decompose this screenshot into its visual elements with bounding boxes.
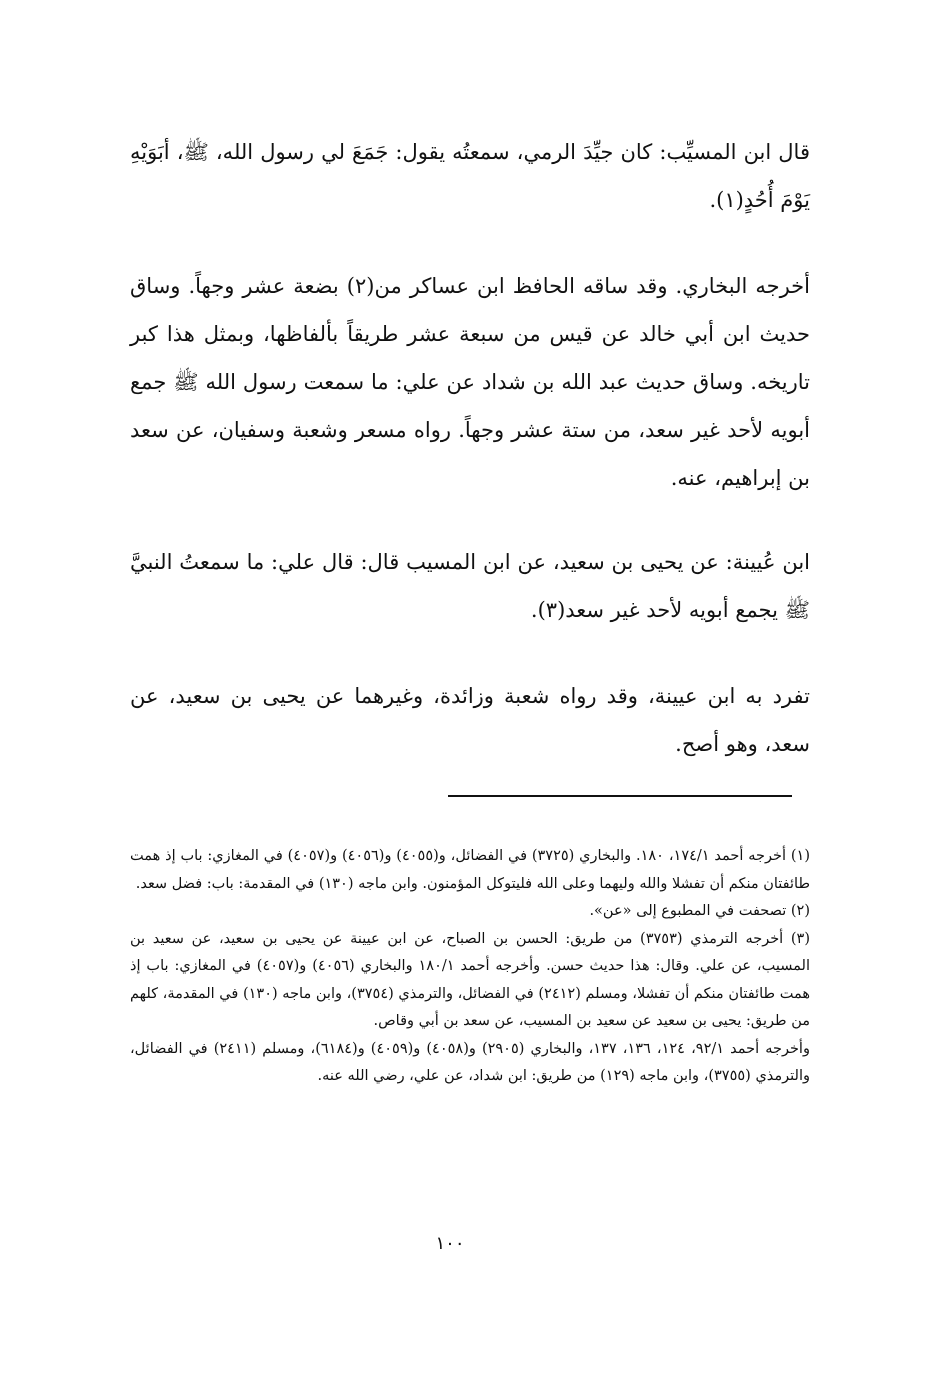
footnotes (130, 843, 810, 1091)
footnote-3: (٣) أخرجه الترمذي (٣٧٥٣) من طريق: الحسن بن الصباح، عن ابن عيينة عن يحيى بن سعيد، عن سعيد بن المسيب، عن علي. وقال: هذا حديث حسن. وأخرجه أحمد ١٨٠/١ والبخاري (٤٠٥٦) و(٤٠٥٧) في المغازي: باب إذ همت طائفتان منكم أن تفشلا، ومسلم (٢٤١٢) في الفضائل، والترمذي (٣٧٥٤)، وابن ماجه (١٣٠) في المقدمة، كلهم من طريق: يحيى بن سعيد عن سعيد بن المسيب، عن سعد بن أبي وقاص. (130, 930, 811, 1029)
footnote-3-continued: وأخرجه أحمد ٩٢/١، ١٢٤، ١٣٦، ١٣٧، والبخاري (٢٩٠٥) و(٤٠٥٨) و(٤٠٥٩) و(٦١٨٤)، ومسلم (٢٤١١) في الفضائل، والترمذي (٣٧٥٥)، وابن ماجه (١٢٩) من طريق: ابن شداد، عن علي، رضي الله عنه. (130, 1040, 810, 1084)
paragraph-2: أخرجه البخاري. وقد ساقه الحافظ ابن عساكر من(٢) بضعة عشر وجهاً. وساق حديث ابن أبي خالد عن قيس من سبعة عشر طريقاً بألفاظها، وبمثل هذا كبر تاريخه. وساق حديث عبد الله بن شداد عن علي: ما سمعت رسول الله ﷺ جمع أبويه لأحد غير سعد، من ستة عشر وجهاً. رواه مسعر وشعبة وسفيان، عن سعد بن إبراهيم، عنه. (130, 274, 811, 490)
footnote-1: (١) أخرجه أحمد ١٧٤/١، ١٨٠. والبخاري (٣٧٢٥) في الفضائل، و(٤٠٥٥) و(٤٠٥٦) و(٤٠٥٧) في المغازي: باب إذ همت طائفتان منكم أن تفشلا والله وليهما وعلى الله فليتوكل المؤمنون. وابن ماجه (١٣٠) في المقدمة: باب: فضل سعد. (130, 848, 810, 892)
page-number: ١٠٠ (435, 1233, 465, 1254)
paragraph-1: قال ابن المسيِّب: كان جيِّدَ الرمي، سمعتُه يقول: جَمَعَ لي رسول الله، ﷺ، أبَوَيْهِ يَوْمَ أُحُدٍ(١). (130, 140, 810, 212)
footnote-divider (448, 795, 792, 797)
paragraph-4: تفرد به ابن عيينة، وقد رواه شعبة وزائدة، وغيرهما عن يحيى بن سعيد، عن سعد، وهو أصح. (130, 684, 810, 756)
paragraph-3: ابن عُيينة: عن يحيى بن سعيد، عن ابن المسيب قال: قال علي: ما سمعتُ النبيَّ ﷺ يجمع أبويه لأحد غير سعد(٣). (130, 550, 810, 622)
footnote-2: (٢) تصحفت في المطبوع إلى «عن». (589, 903, 810, 919)
